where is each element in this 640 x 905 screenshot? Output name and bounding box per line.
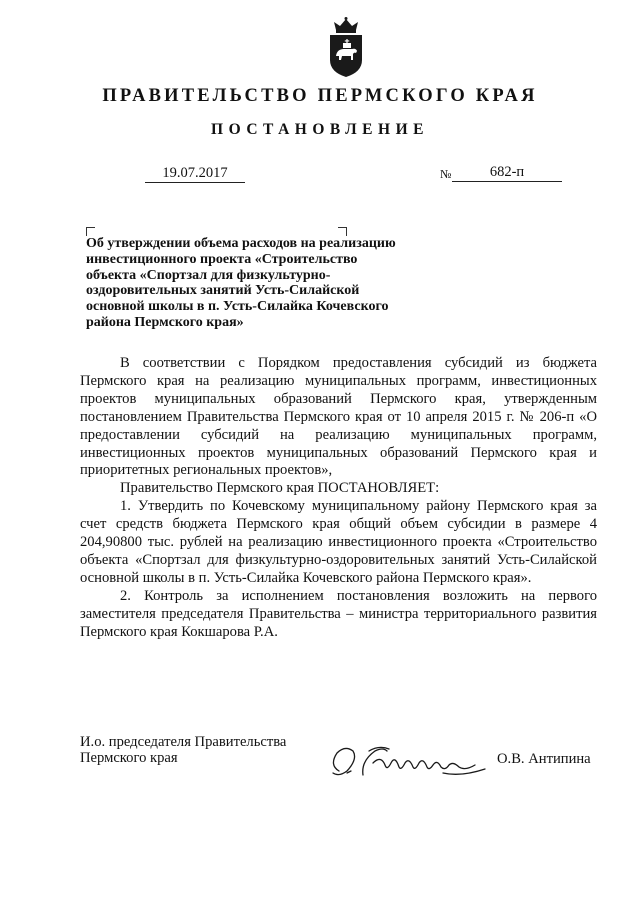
subject-corner-top-left: [86, 227, 95, 236]
document-number: 682-п: [452, 163, 562, 182]
number-sign: №: [440, 167, 452, 181]
position-line: Пермского края: [80, 749, 178, 766]
clause-1: 1. Утвердить по Кочевскому муниципальному району Пермского края за счет средств бюджета Пермского края общий объем субсидии в размере 4 204,90800 тыс. рублей на реализацию инвестиционного проекта «Строительство объекта «Спортзал для физкультурно-оздоровительных занятий Усть-Силайской основной школы в п. Усть-Силайка Кочевского района Пермского края».: [80, 498, 597, 586]
handwritten-signature-icon: [325, 737, 495, 787]
perm-krai-coat-of-arms-icon: [324, 16, 368, 78]
position-line: И.о. председателя Правительства: [80, 734, 287, 750]
subject-line: объекта «Спортзал для физкультурно-: [86, 267, 331, 283]
subject-line: основной школы в п. Усть-Силайка Кочевского: [86, 299, 389, 315]
subject-line: Об утверждении объема расходов на реализацию: [86, 236, 396, 251]
clause-2: 2. Контроль за исполнением постановления возложить на первого заместителя председателя Правительства – министра территориального развития Пермского края Кокшарова Р.А.: [80, 587, 597, 640]
preamble-paragraph: В соответствии с Порядком предоставления субсидий из бюджета Пермского края на реализацию муниципальных программ, инвестиционных проектов муниципальных образований Пермского края, утвержденным постановлением Правительства Пермского края от 10 апреля 2015 г. № 206-п «О предоставлении субсидий на реализацию муниципальных программ, инвестиционных проектов муниципальных образований Пермского края и приоритетных региональных проектов»,: [80, 355, 597, 479]
signatory-name: О.В. Антипина: [497, 751, 591, 767]
government-title: ПРАВИТЕЛЬСТВО ПЕРМСКОГО КРАЯ: [102, 86, 538, 106]
resolution-line: Правительство Пермского края ПОСТАНОВЛЯЕТ:: [120, 480, 440, 497]
subject-corner-top-right: [338, 227, 347, 236]
subject-heading: [86, 236, 446, 331]
document-type-title: ПОСТАНОВЛЕНИЕ: [211, 121, 429, 138]
subject-line: инвестиционного проекта «Строительство: [86, 251, 358, 267]
document-date: 19.07.2017: [145, 164, 245, 183]
subject-line: оздоровительных занятий Усть-Силайской: [86, 283, 360, 299]
document-body: [80, 355, 597, 642]
subject-line: района Пермского края»: [86, 314, 244, 330]
signatory-position: [80, 735, 286, 766]
